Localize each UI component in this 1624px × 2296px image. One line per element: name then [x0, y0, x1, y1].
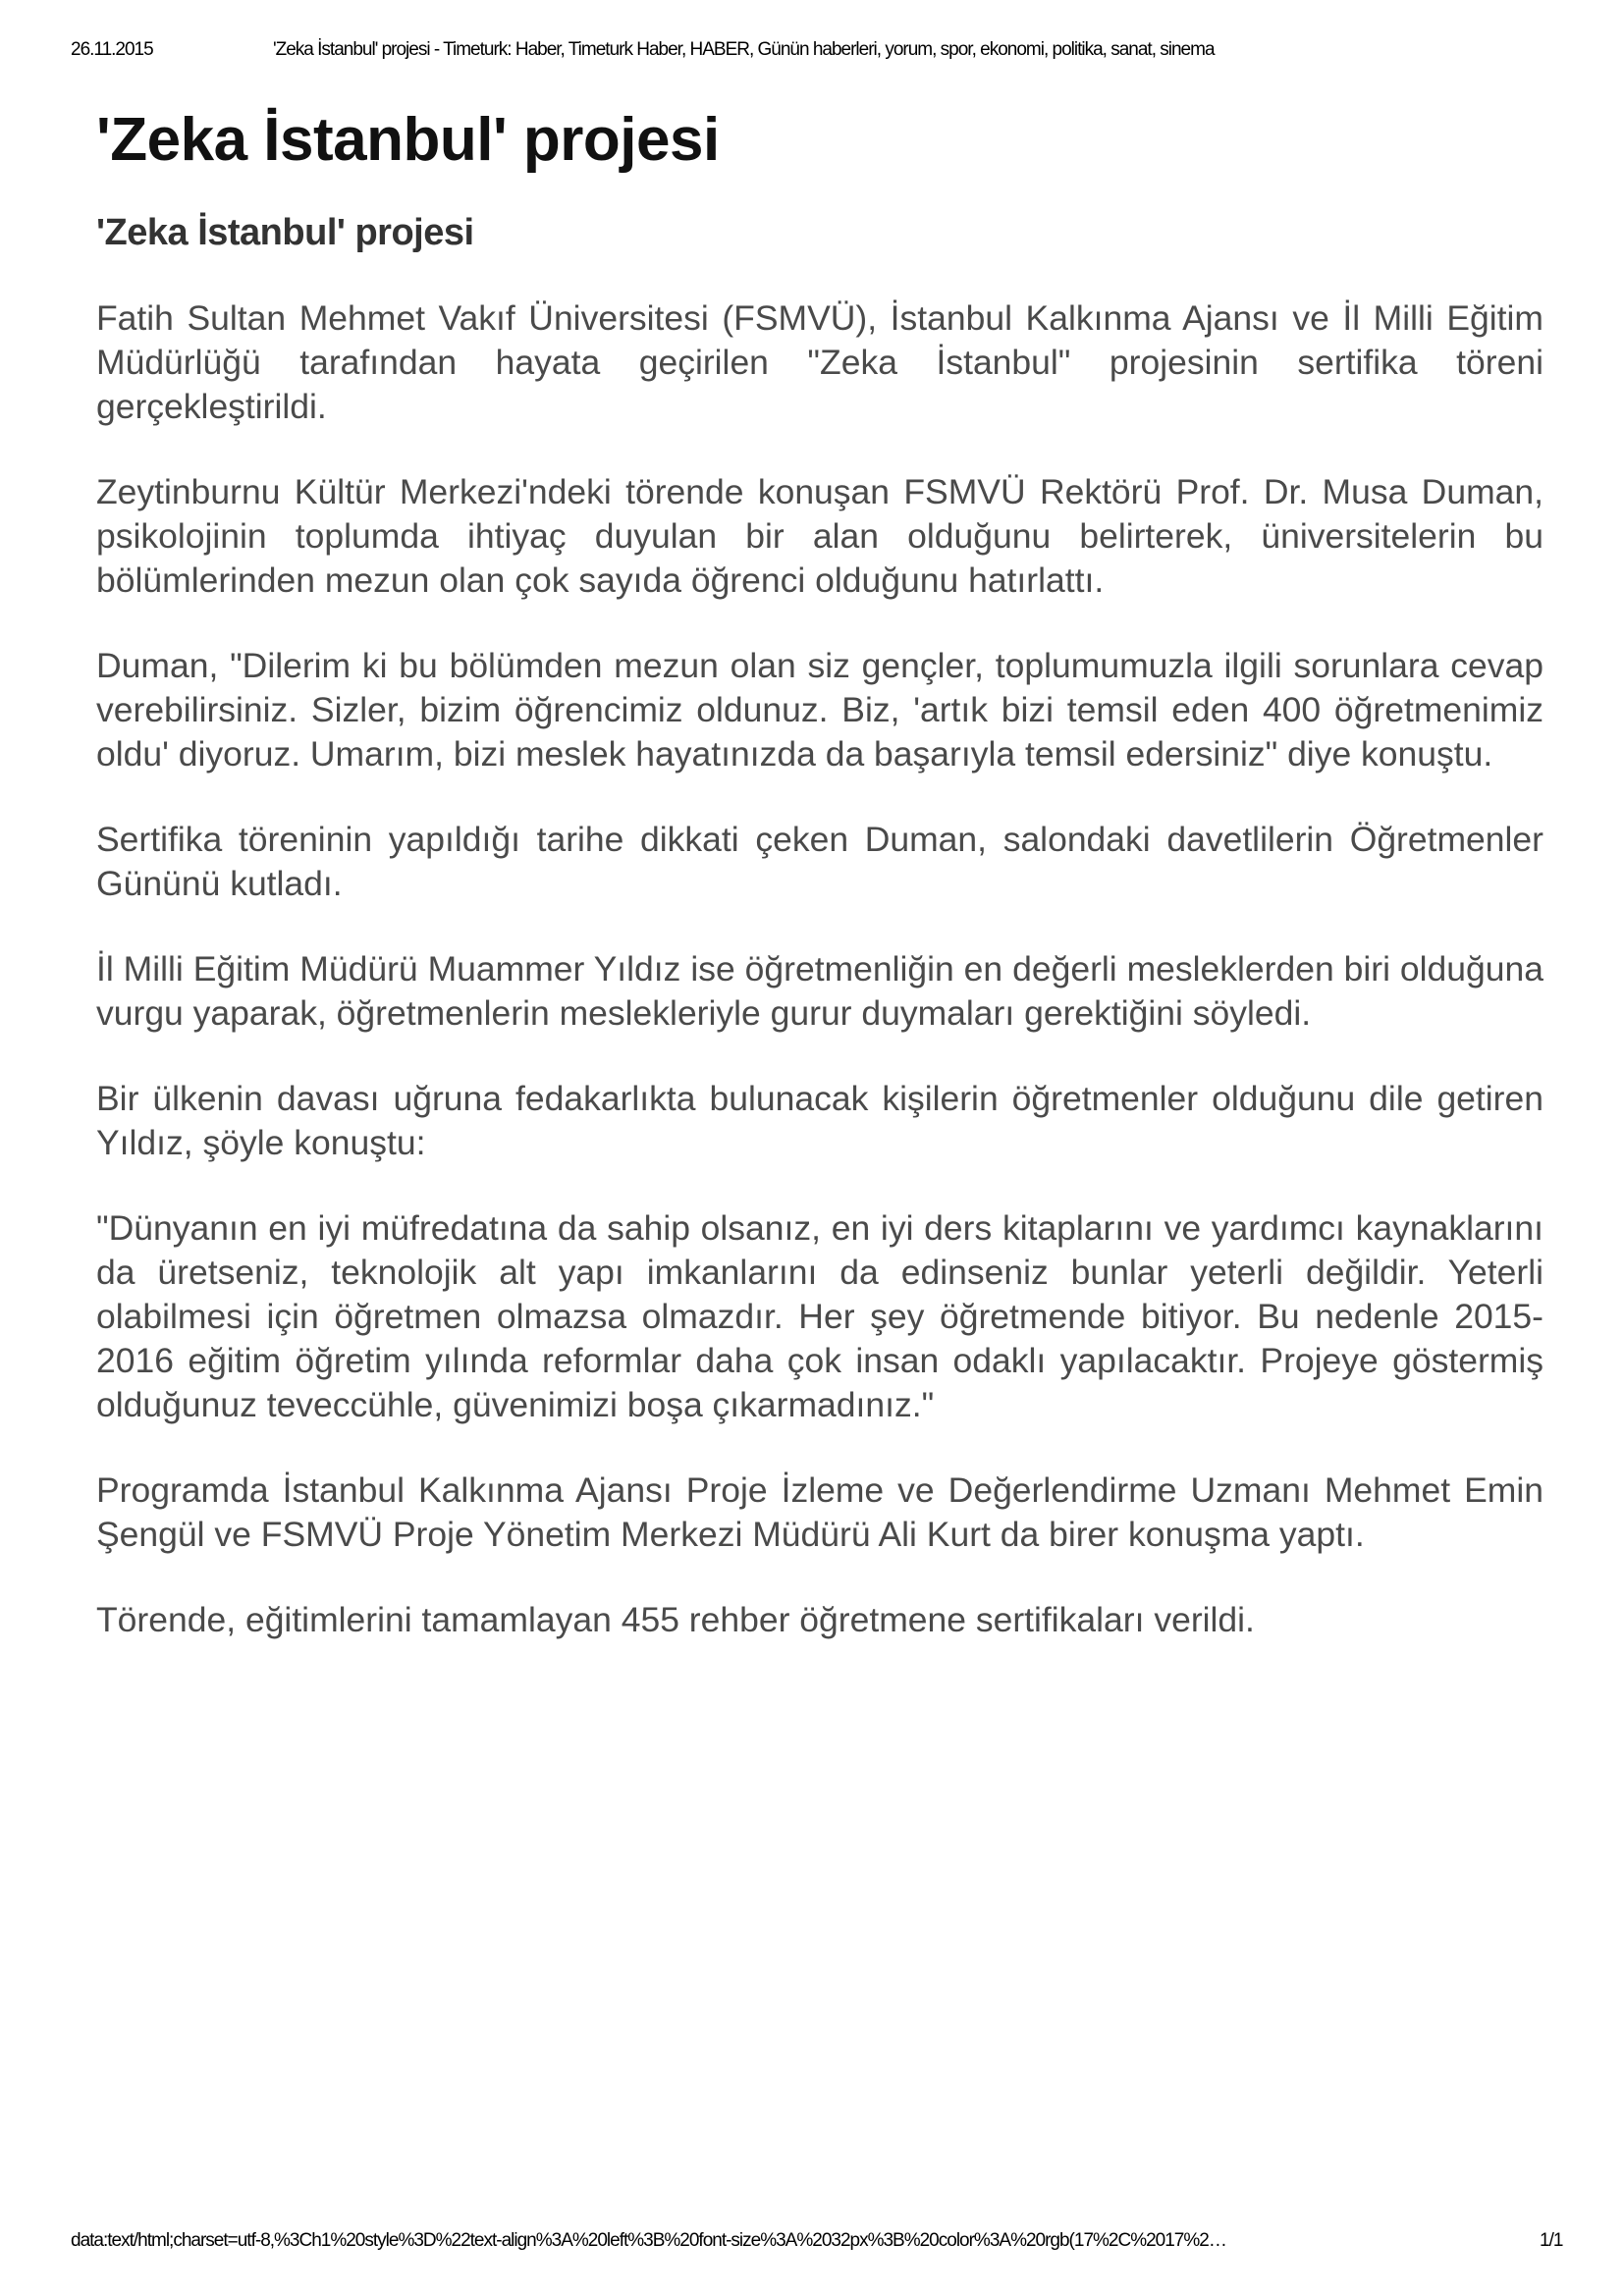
article-paragraph: Bir ülkenin davası uğruna fedakarlıkta bulunacak kişilerin öğretmenler olduğunu dile getiren Yıldız, şöyle konuştu: [96, 1079, 1543, 1162]
article-paragraph: Zeytinburnu Kültür Merkezi'ndeki törende konuşan FSMVÜ Rektörü Prof. Dr. Musa Duman, psikolojinin toplumda ihtiyaç duyulan bir alan olduğunu belirterek, üniversitelerin bu bölümlerinden mezun olan çok sayıda öğrenci olduğunu hatırlattı. [96, 472, 1543, 600]
print-footer [71, 2230, 1583, 2254]
article-paragraph: Programda İstanbul Kalkınma Ajansı Proje İzleme ve Değerlendirme Uzmanı Mehmet Emin Şengül ve FSMVÜ Proje Yönetim Merkezi Müdürü Ali Kurt da birer konuşma yaptı. [96, 1470, 1543, 1554]
print-page-number: 1/1 [1540, 2230, 1563, 2251]
article-paragraph: Fatih Sultan Mehmet Vakıf Üniversitesi (FSMVÜ), İstanbul Kalkınma Ajansı ve İl Milli Eğitim Müdürlüğü tarafından hayata geçirilen "Zeka İstanbul" projesinin sertifika töreni gerçekleştirildi. [96, 298, 1543, 426]
article-paragraph: Duman, "Dilerim ki bu bölümden mezun olan siz gençler, toplumumuzla ilgili sorunlara cevap verebilirsiniz. Sizler, bizim öğrencimiz oldunuz. Biz, 'artık bizi temsil eden 400 öğretmenimiz oldu' diyoruz. Umarım, bizi meslek hayatınızda da başarıyla temsil edersiniz" diye konuştu. [96, 646, 1543, 774]
print-date: 26.11.2015 [71, 39, 153, 60]
article-paragraph: Sertifika töreninin yapıldığı tarihe dikkati çeken Duman, salondaki davetlilerin Öğretmenler Gününü kutladı. [96, 820, 1543, 903]
article-paragraph: Törende, eğitimlerini tamamlayan 455 rehber öğretmene sertifikaları verildi. [96, 1600, 1255, 1639]
article-subtitle: 'Zeka İstanbul' projesi [96, 212, 474, 253]
print-page-title: 'Zeka İstanbul' projesi - Timeturk: Haber, Timeturk Haber, HABER, Günün haberleri, yorum, spor, ekonomi, politika, sanat, sinema [273, 39, 1215, 60]
article [96, 98, 1543, 1642]
article-quote-paragraph: "Dünyanın en iyi müfredatına da sahip olsanız, en iyi ders kitaplarını ve yardımcı kaynaklarını da üretseniz, teknolojik alt yapı imkanlarını da edinseniz bunlar yeterli değildir. Yeterli olabilmesi için öğretmen olmazsa olmazdır. Her şey öğretmende bitiyor. Bu nedenle 2015-2016 eğitim öğretim yılında reformlar daha çok insan odaklı yapılacaktır. Projeye göstermiş olduğunuz teveccühle, güvenimizi boşa çıkarmadınız." [96, 1208, 1543, 1424]
print-url: data:text/html;charset=utf-8,%3Ch1%20style%3D%22text-align%3A%20left%3B%20font-size%3A%2032px%3B%20color%3A%20rgb(17%2C%2017%2… [71, 2230, 1226, 2251]
article-title: 'Zeka İstanbul' projesi [96, 106, 720, 174]
article-paragraph: İl Milli Eğitim Müdürü Muammer Yıldız ise öğretmenliğin en değerli mesleklerden biri olduğuna vurgu yaparak, öğretmenlerin meslekleriyle gurur duymaları gerektiğini söyledi. [96, 949, 1543, 1033]
print-header [71, 39, 1583, 63]
